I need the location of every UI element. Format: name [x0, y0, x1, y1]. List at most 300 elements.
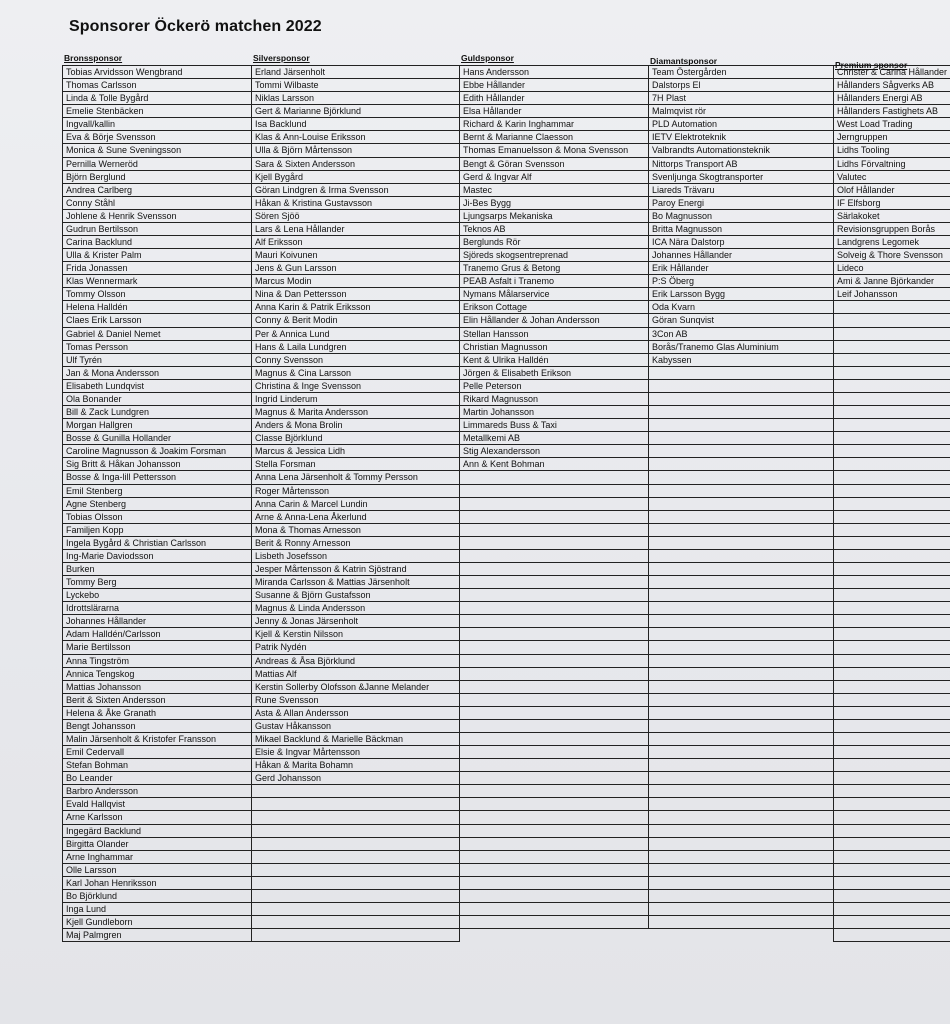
- table-row: Arne & Anna-Lena Åkerlund: [252, 511, 459, 524]
- table-row: Berglunds Rör: [460, 236, 648, 249]
- table-row: [649, 759, 833, 772]
- table-row: Thomas Emanuelsson & Mona Svensson: [460, 144, 648, 157]
- table-row: [649, 602, 833, 615]
- table-row: Stefan Bohman: [63, 759, 251, 772]
- table-row: [649, 733, 833, 746]
- table-row: Björn Berglund: [63, 171, 251, 184]
- column-header: Silversponsor: [253, 53, 310, 63]
- table-row: [649, 589, 833, 602]
- table-row: IETV Elektroteknik: [649, 131, 833, 144]
- column-bronssponsor: [62, 52, 252, 942]
- table-row: Olle Larsson: [63, 864, 251, 877]
- table-row: [252, 785, 459, 798]
- table-row: [834, 628, 950, 641]
- table-row: Sig Britt & Håkan Johansson: [63, 458, 251, 471]
- table-row: [649, 890, 833, 903]
- table-row: Håkan & Kristina Gustavsson: [252, 197, 459, 210]
- table-row: Ebbe Hållander: [460, 79, 648, 92]
- table-row: [834, 354, 950, 367]
- table-row: [460, 550, 648, 563]
- table-row: Linda & Tolle Bygård: [63, 92, 251, 105]
- table-row: [649, 785, 833, 798]
- table-row: Erik Hållander: [649, 262, 833, 275]
- table-row: Teknos AB: [460, 223, 648, 236]
- table-row: Andreas & Åsa Björklund: [252, 655, 459, 668]
- table-row: Christian Magnusson: [460, 341, 648, 354]
- table-row: Hans Andersson: [460, 66, 648, 79]
- table-row: Marie Bertilsson: [63, 641, 251, 654]
- table-row: [649, 393, 833, 406]
- table-row: [460, 811, 648, 824]
- table-row: [834, 668, 950, 681]
- table-row: [834, 641, 950, 654]
- table-row: Magnus & Marita Andersson: [252, 406, 459, 419]
- table-row: [460, 890, 648, 903]
- table-row: Lideco: [834, 262, 950, 275]
- table-row: [834, 759, 950, 772]
- table-row: Ann & Kent Bohman: [460, 458, 648, 471]
- table-row: Mattias Alf: [252, 668, 459, 681]
- table-row: Bosse & Inga-lill Pettersson: [63, 471, 251, 484]
- table-row: Tobias Olsson: [63, 511, 251, 524]
- table-row: [649, 537, 833, 550]
- table-row: Jenny & Jonas Järsenholt: [252, 615, 459, 628]
- table-row: [834, 498, 950, 511]
- table-row: [649, 838, 833, 851]
- table-row: [460, 511, 648, 524]
- table-row: Pernilla Werneröd: [63, 158, 251, 171]
- table-row: Erland Järsenholt: [252, 66, 459, 79]
- table-row: Marcus & Jessica Lidh: [252, 445, 459, 458]
- table-row: [649, 615, 833, 628]
- table-row: Johlene & Henrik Svensson: [63, 210, 251, 223]
- table-row: Lidhs Tooling: [834, 144, 950, 157]
- table-row: Bosse & Gunilla Hollander: [63, 432, 251, 445]
- table-row: Berit & Sixten Andersson: [63, 694, 251, 707]
- table-row: Klas Wennermark: [63, 275, 251, 288]
- table-row: [834, 341, 950, 354]
- table-row: Andrea Carlberg: [63, 184, 251, 197]
- table-row: [460, 589, 648, 602]
- table-row: Susanne & Björn Gustafsson: [252, 589, 459, 602]
- table-row: Kent & Ulrika Halldén: [460, 354, 648, 367]
- table-row: P:S Öberg: [649, 275, 833, 288]
- table-row: Monica & Sune Sveningsson: [63, 144, 251, 157]
- table-row: Göran Lindgren & Irma Svensson: [252, 184, 459, 197]
- table-row: [460, 537, 648, 550]
- table-row: [252, 811, 459, 824]
- table-row: Metallkemi AB: [460, 432, 648, 445]
- table-row: [460, 681, 648, 694]
- table-row: Nittorps Transport AB: [649, 158, 833, 171]
- table-row: [649, 432, 833, 445]
- table-row: [649, 811, 833, 824]
- table-row: Nymans Målarservice: [460, 288, 648, 301]
- table-row: [460, 825, 648, 838]
- table-row: Ji-Bes Bygg: [460, 197, 648, 210]
- table-row: [649, 524, 833, 537]
- table-row: Stig Alexandersson: [460, 445, 648, 458]
- column-diamantsponsor: [648, 52, 834, 929]
- table-row: Elsa Hållander: [460, 105, 648, 118]
- table-row: Oda Kvarn: [649, 301, 833, 314]
- table-row: Lidhs Förvaltning: [834, 158, 950, 171]
- table-row: [834, 511, 950, 524]
- table-row: [649, 668, 833, 681]
- table-row: Sara & Sixten Andersson: [252, 158, 459, 171]
- table-row: [649, 746, 833, 759]
- table-row: Bo Björklund: [63, 890, 251, 903]
- table-row: Ingegärd Backlund: [63, 825, 251, 838]
- table-row: Anders & Mona Brolin: [252, 419, 459, 432]
- table-row: [460, 602, 648, 615]
- table-row: Ulla & Krister Palm: [63, 249, 251, 262]
- table-row: Jan & Mona Andersson: [63, 367, 251, 380]
- table-row: Gerd & Ingvar Alf: [460, 171, 648, 184]
- table-row: Leif Johansson: [834, 288, 950, 301]
- table-row: Erik Larsson Bygg: [649, 288, 833, 301]
- table-row: Ingrid Linderum: [252, 393, 459, 406]
- table-row: Tobias Arvidsson Wengbrand: [63, 66, 251, 79]
- table-row: [834, 524, 950, 537]
- table-row: Mastec: [460, 184, 648, 197]
- table-row: [834, 458, 950, 471]
- table-row: Helena & Åke Granath: [63, 707, 251, 720]
- table-row: Jerngruppen: [834, 131, 950, 144]
- table-row: [834, 328, 950, 341]
- table-row: Pelle Peterson: [460, 380, 648, 393]
- table-row: [649, 419, 833, 432]
- table-row: Magnus & Cina Larsson: [252, 367, 459, 380]
- table-row: [649, 641, 833, 654]
- table-row: [460, 798, 648, 811]
- table-row: [460, 838, 648, 851]
- table-row: Göran Sunqvist: [649, 314, 833, 327]
- table-row: [834, 772, 950, 785]
- table-row: Sjöreds skogsentreprenad: [460, 249, 648, 262]
- table-row: [649, 720, 833, 733]
- table-row: Berit & Ronny Arnesson: [252, 537, 459, 550]
- table-row: [460, 563, 648, 576]
- table-row: Hållanders Fastighets AB: [834, 105, 950, 118]
- table-row: [460, 668, 648, 681]
- table-row: [834, 798, 950, 811]
- table-row: [460, 772, 648, 785]
- table-row: [649, 772, 833, 785]
- table-row: Svenljunga Skogtransporter: [649, 171, 833, 184]
- table-row: Solveig & Thore Svensson: [834, 249, 950, 262]
- table-row: Mattias Johansson: [63, 681, 251, 694]
- column-header: Bronssponsor: [64, 53, 123, 63]
- table-row: [834, 314, 950, 327]
- table-row: Ami & Janne Björkander: [834, 275, 950, 288]
- table-row: [460, 641, 648, 654]
- table-row: Liareds Trävaru: [649, 184, 833, 197]
- table-row: Dalstorps El: [649, 79, 833, 92]
- table-row: Ingela Bygård & Christian Carlsson: [63, 537, 251, 550]
- table-row: [834, 589, 950, 602]
- table-row: Klas & Ann-Louise Eriksson: [252, 131, 459, 144]
- table-row: Gustav Håkansson: [252, 720, 459, 733]
- table-row: Mauri Koivunen: [252, 249, 459, 262]
- table-row: [649, 563, 833, 576]
- table-row: Carina Backlund: [63, 236, 251, 249]
- table-row: Särlakoket: [834, 210, 950, 223]
- table-row: [649, 851, 833, 864]
- table-row: Johannes Hållander: [649, 249, 833, 262]
- table-row: [834, 471, 950, 484]
- table-row: Elsie & Ingvar Mårtensson: [252, 746, 459, 759]
- table-row: Ola Bonander: [63, 393, 251, 406]
- table-row: [649, 445, 833, 458]
- table-row: [834, 563, 950, 576]
- table-row: PLD Automation: [649, 118, 833, 131]
- table-row: [649, 707, 833, 720]
- table-row: [649, 655, 833, 668]
- table-row: [460, 485, 648, 498]
- table-row: IF Elfsborg: [834, 197, 950, 210]
- table-row: [834, 785, 950, 798]
- table-row: Per & Annica Lund: [252, 328, 459, 341]
- table-row: Martin Johansson: [460, 406, 648, 419]
- table-row: Tommi Wilbaste: [252, 79, 459, 92]
- table-row: Barbro Andersson: [63, 785, 251, 798]
- table-row: Tommy Olsson: [63, 288, 251, 301]
- table-row: Bernt & Marianne Claesson: [460, 131, 648, 144]
- document-title: Sponsorer Öckerö matchen 2022: [69, 18, 322, 35]
- table-row: Gert & Marianne Björklund: [252, 105, 459, 118]
- table-row: [460, 615, 648, 628]
- table-row: [252, 916, 459, 929]
- column-guldsponsor: [459, 52, 649, 929]
- table-row: [834, 733, 950, 746]
- table-row: [460, 694, 648, 707]
- table-row: [649, 511, 833, 524]
- table-row: Gerd Johansson: [252, 772, 459, 785]
- table-row: Frida Jonassen: [63, 262, 251, 275]
- table-row: Rune Svensson: [252, 694, 459, 707]
- table-row: Maj Palmgren: [63, 929, 251, 942]
- table-row: [460, 785, 648, 798]
- table-row: Gabriel & Daniel Nemet: [63, 328, 251, 341]
- table-row: [252, 903, 459, 916]
- column-rows: [833, 65, 950, 942]
- table-row: Britta Magnusson: [649, 223, 833, 236]
- table-row: [252, 890, 459, 903]
- table-row: [460, 471, 648, 484]
- table-row: Morgan Hallgren: [63, 419, 251, 432]
- table-row: Ljungsarps Mekaniska: [460, 210, 648, 223]
- table-row: Borås/Tranemo Glas Aluminium: [649, 341, 833, 354]
- table-row: Edith Hållander: [460, 92, 648, 105]
- table-row: Valutec: [834, 171, 950, 184]
- column-premium-sponsor: [833, 52, 950, 942]
- table-row: [834, 903, 950, 916]
- table-row: [834, 890, 950, 903]
- table-row: [460, 720, 648, 733]
- table-row: Jesper Mårtensson & Katrin Sjöstrand: [252, 563, 459, 576]
- table-row: Lars & Lena Hållander: [252, 223, 459, 236]
- table-row: Team Östergården: [649, 66, 833, 79]
- table-row: [649, 681, 833, 694]
- table-row: [834, 367, 950, 380]
- table-row: [649, 367, 833, 380]
- table-row: [834, 576, 950, 589]
- table-row: Hans & Laila Lundgren: [252, 341, 459, 354]
- table-row: PEAB Asfalt i Tranemo: [460, 275, 648, 288]
- table-row: Emelie Stenbäcken: [63, 105, 251, 118]
- table-row: [252, 929, 459, 942]
- table-row: Arne Inghammar: [63, 851, 251, 864]
- table-row: [649, 916, 833, 929]
- table-row: [649, 825, 833, 838]
- table-row: [834, 615, 950, 628]
- table-row: [649, 903, 833, 916]
- table-row: Kerstin Sollerby Olofsson &Janne Melander: [252, 681, 459, 694]
- table-row: Birgitta Olander: [63, 838, 251, 851]
- table-row: [252, 851, 459, 864]
- table-row: [834, 550, 950, 563]
- table-row: [460, 655, 648, 668]
- table-row: Malmqvist rör: [649, 105, 833, 118]
- table-row: Mikael Backlund & Marielle Bäckman: [252, 733, 459, 746]
- table-row: Roger Mårtensson: [252, 485, 459, 498]
- table-row: Erikson Cottage: [460, 301, 648, 314]
- table-row: [834, 707, 950, 720]
- table-row: Stellan Hansson: [460, 328, 648, 341]
- table-row: [460, 916, 648, 929]
- table-row: ICA Nära Dalstorp: [649, 236, 833, 249]
- table-row: [252, 825, 459, 838]
- table-row: Ingvall/kallin: [63, 118, 251, 131]
- table-row: [649, 628, 833, 641]
- table-row: Landgrens Legomek: [834, 236, 950, 249]
- table-row: [834, 929, 950, 942]
- table-row: [649, 877, 833, 890]
- table-row: Jörgen & Elisabeth Erikson: [460, 367, 648, 380]
- column-rows: [648, 65, 834, 929]
- table-row: Helena Halldén: [63, 301, 251, 314]
- table-row: Eva & Börje Svensson: [63, 131, 251, 144]
- table-row: [460, 498, 648, 511]
- table-row: Olof Hållander: [834, 184, 950, 197]
- table-row: [834, 864, 950, 877]
- table-row: Bo Magnusson: [649, 210, 833, 223]
- table-row: Sören Sjöö: [252, 210, 459, 223]
- table-row: [460, 864, 648, 877]
- table-row: Kabyssen: [649, 354, 833, 367]
- table-row: Alf Eriksson: [252, 236, 459, 249]
- table-row: [649, 694, 833, 707]
- table-row: Hållanders Energi AB: [834, 92, 950, 105]
- table-row: [834, 746, 950, 759]
- table-row: [834, 851, 950, 864]
- table-row: Hållanders Sågverks AB: [834, 79, 950, 92]
- table-row: Anna Lena Järsenholt & Tommy Persson: [252, 471, 459, 484]
- table-row: [649, 576, 833, 589]
- table-row: Lisbeth Josefsson: [252, 550, 459, 563]
- column-header: Premium sponsor: [835, 60, 908, 70]
- table-row: Anna Karin & Patrik Eriksson: [252, 301, 459, 314]
- table-row: Lyckebo: [63, 589, 251, 602]
- table-row: Nina & Dan Pettersson: [252, 288, 459, 301]
- table-row: [834, 485, 950, 498]
- table-row: [460, 707, 648, 720]
- table-row: Bill & Zack Lundgren: [63, 406, 251, 419]
- table-row: [460, 759, 648, 772]
- table-row: [834, 877, 950, 890]
- table-row: [834, 811, 950, 824]
- table-row: Idrottslärarna: [63, 602, 251, 615]
- table-row: Anna Tingström: [63, 655, 251, 668]
- table-row: [252, 838, 459, 851]
- table-row: Bengt & Göran Svensson: [460, 158, 648, 171]
- table-row: [649, 406, 833, 419]
- table-row: Paroy Energi: [649, 197, 833, 210]
- table-row: Karl Johan Henriksson: [63, 877, 251, 890]
- table-row: Arne Karlsson: [63, 811, 251, 824]
- table-row: Valbrandts Automationsteknik: [649, 144, 833, 157]
- table-row: [834, 380, 950, 393]
- table-row: West Load Trading: [834, 118, 950, 131]
- table-row: Burken: [63, 563, 251, 576]
- table-row: Elin Hållander & Johan Andersson: [460, 314, 648, 327]
- table-row: Annica Tengskog: [63, 668, 251, 681]
- table-row: Malin Järsenholt & Kristofer Fransson: [63, 733, 251, 746]
- table-row: Agne Stenberg: [63, 498, 251, 511]
- table-row: Emil Stenberg: [63, 485, 251, 498]
- table-row: [834, 838, 950, 851]
- table-row: 3Con AB: [649, 328, 833, 341]
- table-row: Ing-Marie Daviodsson: [63, 550, 251, 563]
- table-row: Conny Svensson: [252, 354, 459, 367]
- column-header: Diamantsponsor: [650, 56, 718, 66]
- table-row: 7H Plast: [649, 92, 833, 105]
- table-row: Stella Forsman: [252, 458, 459, 471]
- table-row: Thomas Carlsson: [63, 79, 251, 92]
- table-row: [834, 419, 950, 432]
- table-row: [834, 445, 950, 458]
- table-row: Christer & Carina Hållander: [834, 66, 950, 79]
- table-row: [252, 877, 459, 890]
- column-silversponsor: [251, 52, 460, 942]
- table-row: Gudrun Bertilsson: [63, 223, 251, 236]
- table-row: Tomas Persson: [63, 341, 251, 354]
- table-row: Elisabeth Lundqvist: [63, 380, 251, 393]
- table-row: [649, 458, 833, 471]
- table-row: Kjell & Kerstin Nilsson: [252, 628, 459, 641]
- table-row: [834, 720, 950, 733]
- table-row: Limmareds Buss & Taxi: [460, 419, 648, 432]
- table-row: [460, 746, 648, 759]
- table-row: Miranda Carlsson & Mattias Järsenholt: [252, 576, 459, 589]
- table-row: Christina & Inge Svensson: [252, 380, 459, 393]
- table-row: Rikard Magnusson: [460, 393, 648, 406]
- column-rows: [251, 65, 460, 942]
- table-row: [834, 393, 950, 406]
- table-row: [460, 524, 648, 537]
- table-row: Ulla & Björn Mårtensson: [252, 144, 459, 157]
- table-row: [460, 877, 648, 890]
- table-row: Conny Ståhl: [63, 197, 251, 210]
- table-row: Emil Cedervall: [63, 746, 251, 759]
- table-row: Niklas Larsson: [252, 92, 459, 105]
- table-row: [649, 380, 833, 393]
- table-row: [460, 628, 648, 641]
- table-row: [834, 694, 950, 707]
- table-row: [460, 733, 648, 746]
- table-row: Mona & Thomas Arnesson: [252, 524, 459, 537]
